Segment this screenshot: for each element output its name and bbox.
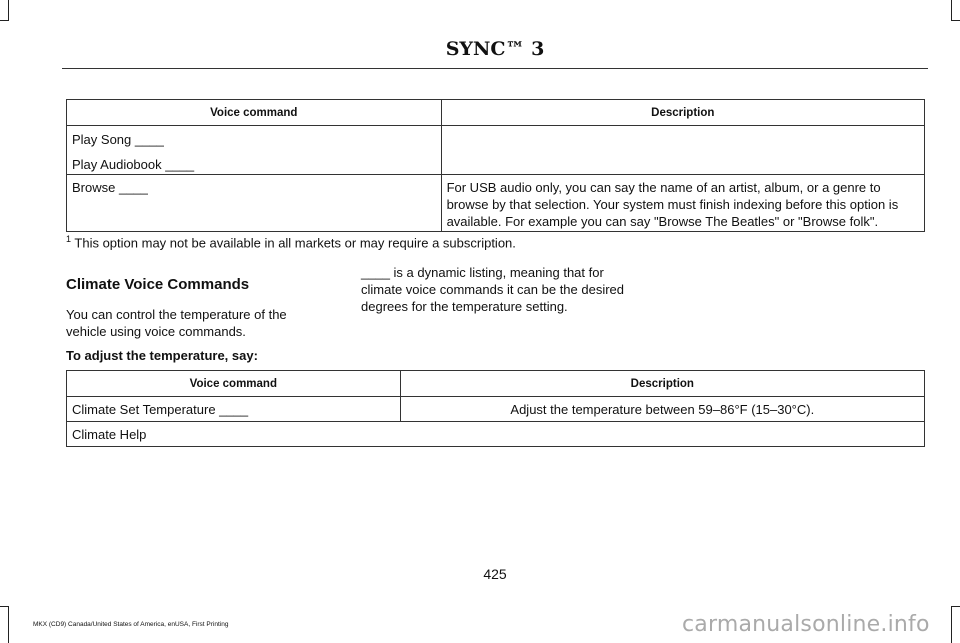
watermark: carmanualsonline.info [682,612,930,637]
crop-mark [8,0,9,20]
crop-mark [951,0,952,20]
description-cell [441,126,924,175]
description-cell: Adjust the temperature between 59–86°F (15–30°C). [400,397,924,422]
command-cell: Climate Help [67,422,925,447]
command-cell [67,126,442,175]
description-cell [441,175,924,232]
table-row [67,126,925,175]
climate-command-table [66,370,925,447]
subheading: To adjust the temperature, say: [66,348,258,363]
command-text: Play Audiobook ____ [72,157,195,172]
command-cell: Climate Set Temperature ____ [67,397,401,422]
description-text: For USB audio only, you can say the name of an artist, album, or a genre to browse by that selection. Your system must finish indexing before this option is available. For example you can say "Browse The Beatles" or "Browse folk". [446,180,899,229]
table-row [67,175,925,232]
page-title: SYNC™ 3 [445,38,545,60]
column-header: Voice command [67,371,401,397]
crop-mark [0,606,9,607]
page-number: 425 [483,566,507,582]
table-header-row [67,100,925,126]
crop-mark [8,606,9,643]
footnote-marker: 1 [66,234,72,244]
section-heading: Climate Voice Commands [66,276,250,293]
command-text: Browse ____ [72,180,148,195]
print-info: MKX (CD9) Canada/United States of America, enUSA, First Printing [33,621,229,628]
column-header: Description [441,100,924,126]
column-header: Voice command [67,100,442,126]
voice-command-table [66,99,925,232]
crop-mark [951,606,960,607]
crop-mark [951,20,960,21]
column-header: Description [400,371,924,397]
footnote [66,234,516,250]
table-row [67,422,925,447]
table-header-row [67,371,925,397]
command-text: Play Song ____ [72,132,164,147]
intro-paragraph: You can control the temperature of the vehicle using voice commands. [66,307,287,339]
command-cell [67,175,442,232]
table-row [67,397,925,422]
crop-mark [0,20,9,21]
listing-note: ____ is a dynamic listing, meaning that for climate voice commands it can be the desired degrees for the temperature setting. [361,265,625,314]
footnote-text: This option may not be available in all markets or may require a subscription. [74,235,516,251]
crop-mark [951,606,952,643]
header-rule [62,68,928,69]
